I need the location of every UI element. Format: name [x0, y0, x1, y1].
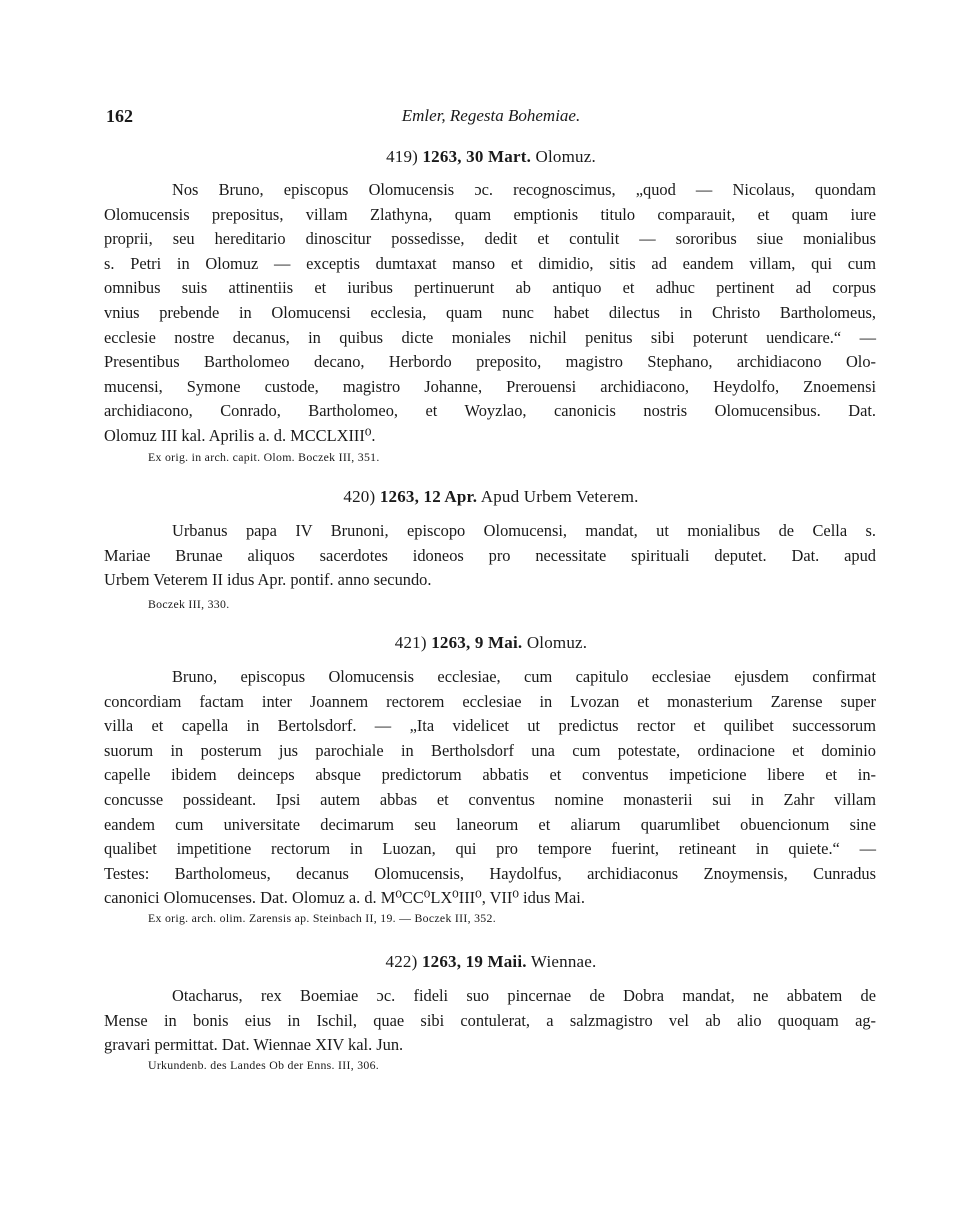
source-note-420: Boczek III, 330.	[148, 597, 230, 611]
text-line: villa et capella in Bertolsdorf. — „Ita videlicet ut predictus rector et quilibet successorum	[104, 716, 876, 736]
text-line: capelle ibidem deinceps absque predictorum abbatis et conventus impeticione libere et in-	[104, 765, 876, 785]
source-note-421: Ex orig. arch. olim. Zarensis ap. Steinbach II, 19. — Boczek III, 352.	[148, 911, 496, 925]
source-note-422: Urkundenb. des Landes Ob der Enns. III, 306.	[148, 1058, 380, 1072]
text-line: eandem cum universitate decimarum seu laneorum et aliarum quarumlibet obuencionum sine	[104, 814, 876, 834]
page-number: 162	[106, 106, 133, 126]
text-line: Urbanus papa IV Brunoni, episcopo Olomucensi, mandat, ut monialibus de Cella s.	[172, 521, 876, 540]
text-line: vnius prebende in Olomucensi ecclesia, quam nunc habet dilectus in Christo Bartholomeus,	[104, 302, 876, 322]
text-line: mucensi, Symone custode, magistro Johanne, Prerouensi archidiacono, Heydolfo, Znoemensi	[104, 376, 876, 396]
entry-number: 419)	[386, 147, 419, 166]
entry-number: 421)	[394, 633, 427, 652]
entry-date: 1263, 19 Maii.	[421, 952, 527, 971]
page-header	[106, 106, 876, 130]
text-line: qualibet impetitione rectorum in Luozan, qui pro tempore fuerint, retineant in quiete.“ —	[104, 839, 876, 859]
running-title: Emler, Regesta Bohemiae.	[401, 106, 581, 125]
entry-heading-419	[106, 147, 876, 167]
source-note-419: Ex orig. in arch. capit. Olom. Boczek III, 351.	[148, 450, 380, 464]
text-line: proprii, seu hereditario dinoscitur possedisse, dedit et contulit — sororibus siue monialibus	[104, 229, 876, 249]
text-line: Mense in bonis eius in Ischil, quae sibi contulerat, a salzmagistro vel ab alio quoquam ag-	[104, 1010, 876, 1030]
text-line: suorum in posterum jus parochiale in Bertholsdorf una cum potestate, ordinacione et dominio	[104, 740, 876, 760]
entry-text-419	[104, 178, 876, 449]
entry-heading-421	[106, 633, 876, 653]
text-line: Nos Bruno, episcopus Olomucensis ɔc. recognoscimus, „quod — Nicolaus, quondam	[172, 180, 876, 199]
text-line: concusse possideant. Ipsi autem abbas et conventus nomine monasterii sui in Zahr villam	[104, 789, 876, 809]
text-line: concordiam factam inter Joannem rectorem ecclesiae in Lvozan et monasterium Zarense super	[104, 691, 876, 711]
text-line: Olomuz III kal. Aprilis a. d. MCCLXIII⁰.	[104, 425, 376, 445]
entry-number: 420)	[343, 487, 376, 506]
text-line: Olomucensis prepositus, villam Zlathyna, quam emptionis titulo comparauit, et quam iure	[104, 204, 876, 224]
entry-place: Wiennae.	[530, 952, 597, 971]
text-line: Testes: Bartholomeus, decanus Olomucensis, Haydolfus, archidiaconus Znoymensis, Cunradus	[104, 863, 876, 883]
text-line: gravari permittat. Dat. Wiennae XIV kal. Jun.	[104, 1035, 404, 1055]
entry-text-420	[104, 519, 876, 593]
text-line: Otacharus, rex Boemiae ɔc. fideli suo pincernae de Dobra mandat, ne abbatem de	[172, 986, 876, 1005]
entry-text-421	[104, 665, 876, 911]
text-line: Bruno, episcopus Olomucensis ecclesiae, cum capitulo ecclesiae ejusdem confirmat	[172, 667, 876, 686]
text-line: Presentibus Bartholomeo decano, Herbordo preposito, magistro Stephano, archidiacono Olo-	[104, 352, 876, 372]
text-line: Mariae Brunae aliquos sacerdotes idoneos pro necessitate spirituali deputet. Dat. apud	[104, 545, 876, 565]
entry-date: 1263, 12 Apr.	[379, 487, 478, 506]
entry-heading-422	[106, 952, 876, 972]
entry-place: Olomuz.	[535, 147, 596, 166]
text-line: archidiacono, Conrado, Bartholomeo, et Woyzlao, canonicis nostris Olomucensibus. Dat.	[104, 401, 876, 421]
entry-heading-420	[106, 487, 876, 507]
entry-number: 422)	[385, 952, 418, 971]
entry-date: 1263, 9 Mai.	[431, 633, 523, 652]
text-line: canonici Olomucenses. Dat. Olomuz a. d. M⁰CC⁰LX⁰III⁰, VII⁰ idus Mai.	[104, 888, 585, 908]
entry-text-422	[104, 984, 876, 1058]
text-line: ecclesie nostre decanus, in quibus dicte moniales nichil penitus sibi poterunt uendicare.“ —	[104, 327, 876, 347]
text-line: omnibus suis attinentiis et iuribus pertinuerunt ab antiquo et adhuc pertinent ad corpus	[104, 278, 876, 298]
text-line: Urbem Veterem II idus Apr. pontif. anno secundo.	[104, 570, 432, 590]
entry-place: Apud Urbem Veterem.	[480, 487, 639, 506]
text-line: s. Petri in Olomuz — exceptis dumtaxat manso et dimidio, sitis ad eandem villam, qui cum	[104, 253, 876, 273]
entry-place: Olomuz.	[526, 633, 588, 652]
entry-date: 1263, 30 Mart.	[422, 147, 532, 166]
